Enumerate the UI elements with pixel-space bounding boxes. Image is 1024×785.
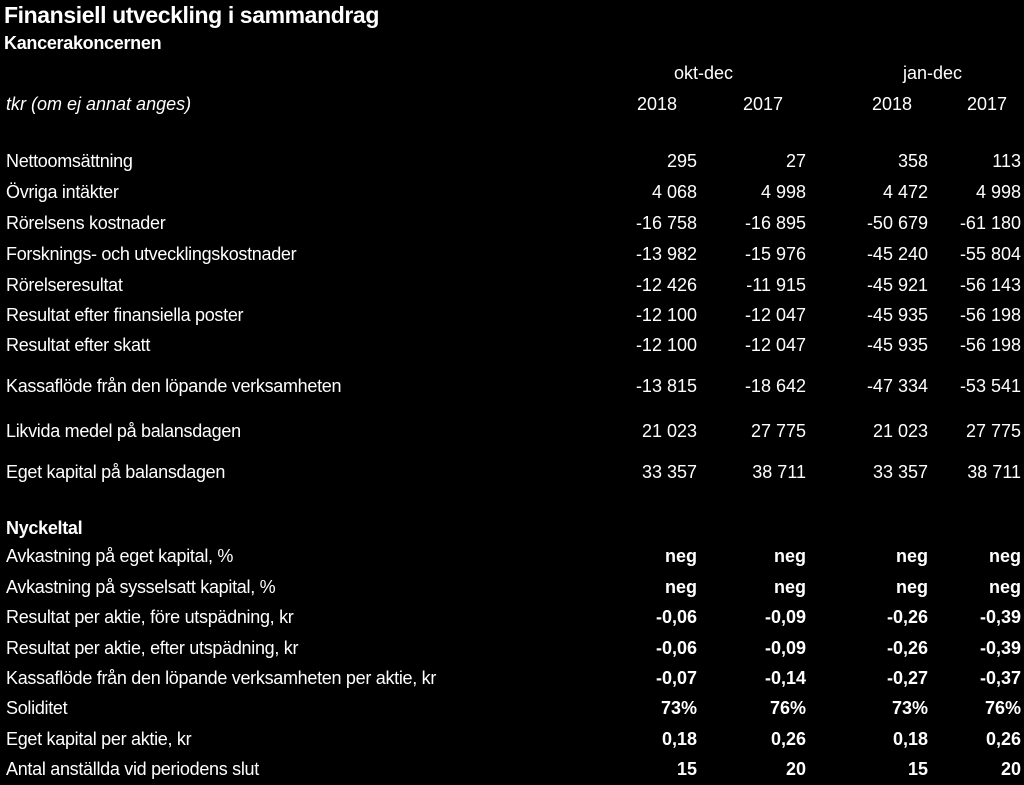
row-value: 4 472 [882,182,928,202]
row-label: Resultat per aktie, efter utspädning, kr [6,638,299,658]
table-row [0,546,1024,572]
table-row [0,275,1024,301]
row-value: neg [773,577,806,597]
row-value: 113 [992,151,1021,171]
table-row [0,698,1024,724]
row-value: -16 895 [744,213,806,233]
row-value: 21 023 [872,421,928,441]
row-value: 27 [785,151,806,171]
row-value: -0,06 [655,638,697,658]
row-label: Forsknings- och utvecklingskostnader [6,244,297,264]
table-row [0,244,1024,270]
table-row [0,421,1024,447]
row-value: 27 775 [750,421,806,441]
row-value: -0,27 [886,668,928,688]
row-value: 21 023 [641,421,697,441]
table-row [0,335,1024,361]
period-header-jan-dec: jan-dec [903,63,963,83]
year-header: 2018 [872,94,913,114]
row-value: 0,26 [985,729,1021,749]
row-value: -0,39 [979,607,1021,627]
row-label: Kassaflöde från den löpande verksamheten per aktie, kr [6,668,437,688]
kpi-heading: Nyckeltal [6,518,83,538]
table-row [0,729,1024,755]
row-value: -0,26 [886,638,928,658]
table-row [0,305,1024,331]
row-value: 0,18 [661,729,697,749]
row-value: neg [895,546,928,566]
row-value: -15 976 [744,244,806,264]
row-value: 4 998 [975,182,1021,202]
row-value: -0,09 [764,607,806,627]
row-value: -45 921 [866,275,928,295]
kpi-section [0,518,1024,544]
row-value: -16 758 [635,213,697,233]
row-value: -55 804 [959,244,1021,264]
row-value: 15 [676,759,697,779]
year-header: 2017 [967,94,1008,114]
table-row [0,759,1024,785]
row-value: -47 334 [866,376,928,396]
period-header-okt-dec: okt-dec [674,63,734,83]
table-row [0,182,1024,208]
row-label: Resultat efter skatt [6,335,151,355]
row-value: -12 047 [744,335,806,355]
row-value: 27 775 [965,421,1021,441]
row-value: 38 711 [752,462,806,482]
row-label: Soliditet [6,698,68,718]
report-title: Finansiell utveckling i sammandrag [4,2,379,28]
row-value: -45 935 [866,335,928,355]
row-value: 4 998 [760,182,806,202]
row-value: neg [664,577,697,597]
row-value: 4 068 [651,182,697,202]
table-row [0,462,1024,488]
row-label: Övriga intäkter [6,182,119,202]
row-value: -50 679 [866,213,928,233]
row-label: Rörelseresultat [6,275,123,295]
row-value: neg [988,546,1021,566]
row-value: 76% [769,698,806,718]
row-value: -13 982 [635,244,697,264]
unit-label: tkr (om ej annat anges) [6,94,192,114]
row-label: Eget kapital på balansdagen [6,462,226,482]
row-value: -53 541 [959,376,1021,396]
row-value: -12 100 [635,335,697,355]
row-label: Antal anställda vid periodens slut [6,759,259,779]
report-subtitle: Kancerakoncernen [4,33,162,53]
row-value: -11 915 [746,275,806,295]
row-value: -0,14 [764,668,806,688]
row-label: Likvida medel på balansdagen [6,421,241,441]
row-label: Resultat efter finansiella poster [6,305,244,325]
row-value: -0,06 [655,607,697,627]
row-value: 76% [984,698,1021,718]
row-label: Kassaflöde från den löpande verksamheten [6,376,342,396]
row-value: -13 815 [635,376,697,396]
row-value: 38 711 [967,462,1021,482]
row-value: 0,26 [770,729,806,749]
row-value: -56 198 [959,305,1021,325]
row-value: 0,18 [892,729,928,749]
table-row [0,376,1024,402]
row-value: -45 935 [866,305,928,325]
table-row [0,668,1024,694]
row-value: -12 100 [635,305,697,325]
row-value: 33 357 [872,462,928,482]
row-label: Avkastning på sysselsatt kapital, % [6,577,276,597]
row-value: -12 426 [635,275,697,295]
row-value: 20 [1000,759,1021,779]
table-row [0,577,1024,603]
row-label: Rörelsens kostnader [6,213,166,233]
row-label: Avkastning på eget kapital, % [6,546,234,566]
row-value: neg [664,546,697,566]
row-value: -0,07 [655,668,697,688]
table-row [0,213,1024,239]
row-value: 295 [666,151,697,171]
row-value: neg [773,546,806,566]
row-value: neg [895,577,928,597]
row-value: -0,09 [764,638,806,658]
row-value: 20 [785,759,806,779]
row-value: -0,37 [979,668,1021,688]
row-value: -56 198 [959,335,1021,355]
row-value: -61 180 [959,213,1021,233]
table-row [0,607,1024,633]
row-value: -45 240 [866,244,928,264]
row-value: 15 [907,759,928,779]
row-value: -0,26 [886,607,928,627]
row-value: 73% [660,698,697,718]
table-row [0,151,1024,177]
row-value: -12 047 [744,305,806,325]
row-value: 73% [891,698,928,718]
row-value: neg [988,577,1021,597]
row-value: 358 [897,151,928,171]
row-value: -56 143 [959,275,1021,295]
row-value: -0,39 [979,638,1021,658]
row-label: Nettoomsättning [6,151,133,171]
row-label: Resultat per aktie, före utspädning, kr [6,607,294,627]
row-value: 33 357 [641,462,697,482]
year-header: 2017 [743,94,784,114]
table-row [0,638,1024,664]
year-header: 2018 [637,94,678,114]
row-value: -18 642 [744,376,806,396]
row-label: Eget kapital per aktie, kr [6,729,192,749]
